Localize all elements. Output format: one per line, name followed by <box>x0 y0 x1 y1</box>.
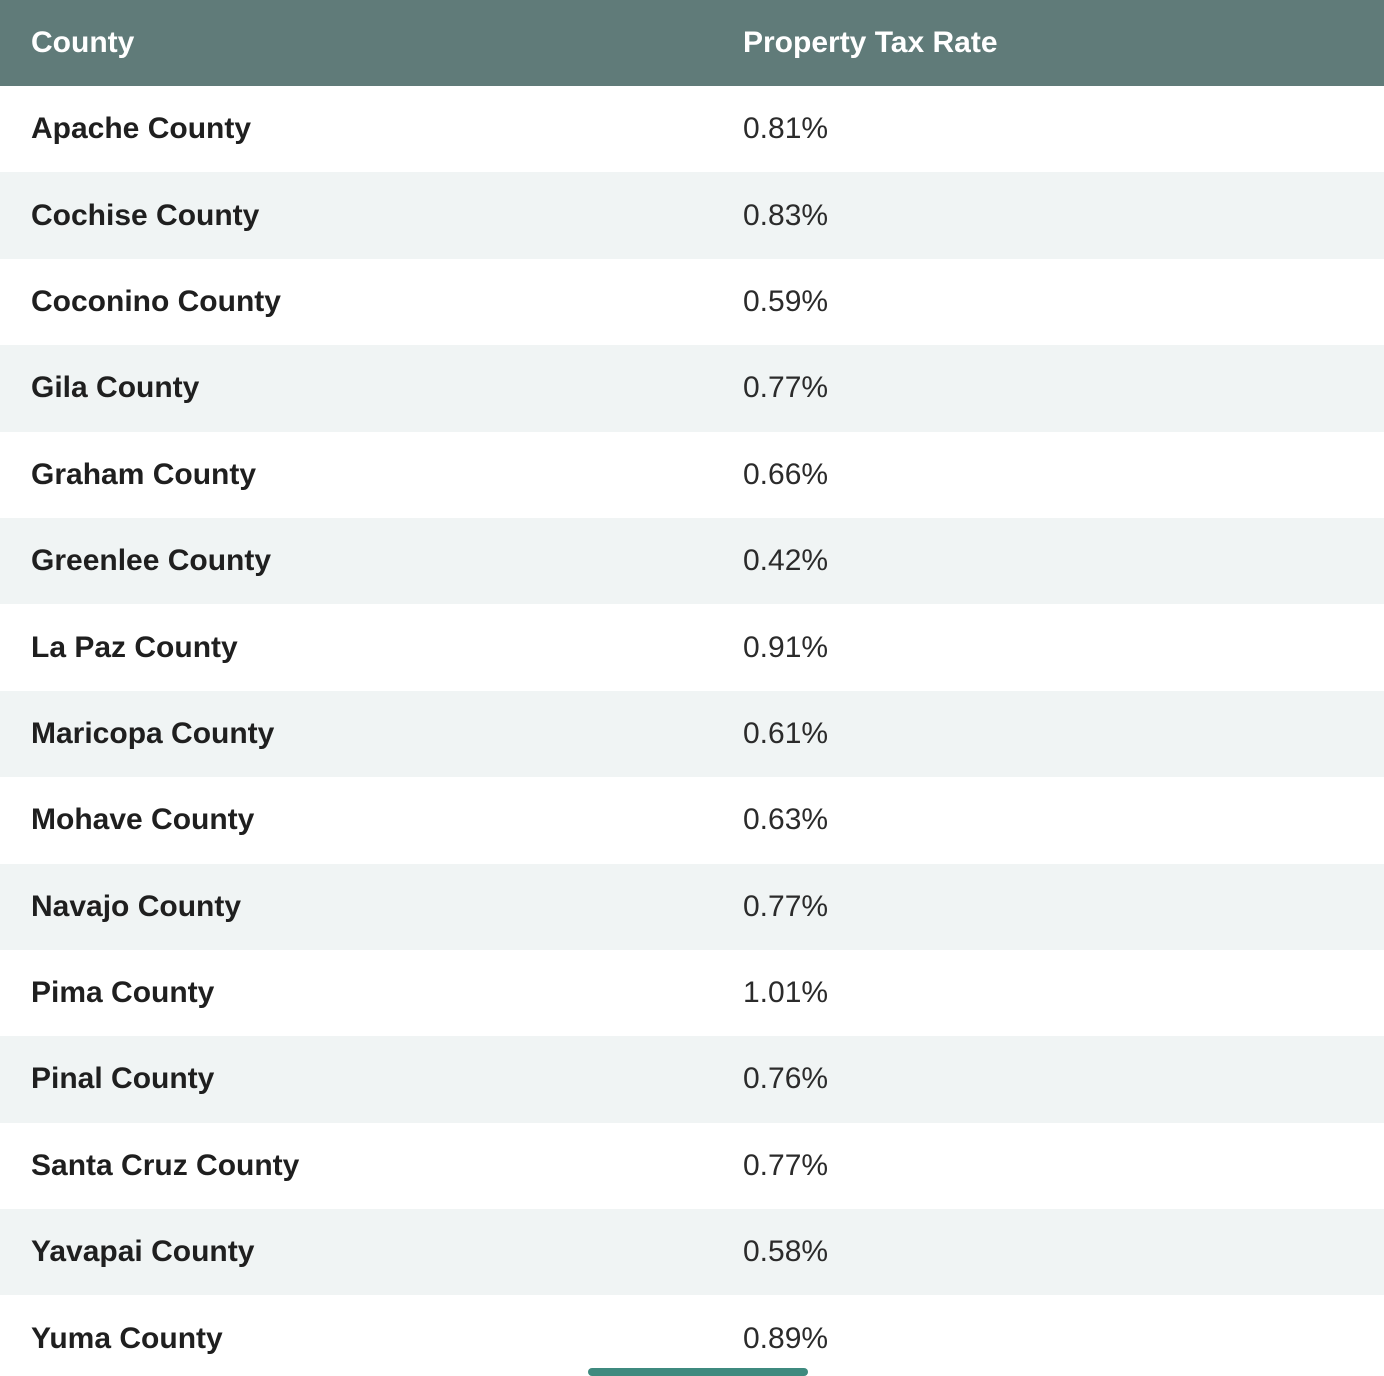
county-cell: Cochise County <box>31 198 260 232</box>
table-header <box>0 0 1384 86</box>
county-cell: Apache County <box>31 112 252 146</box>
table-row <box>0 345 1384 431</box>
rate-cell: 0.77% <box>743 889 829 923</box>
rate-cell: 0.58% <box>743 1235 829 1269</box>
county-cell: Pima County <box>31 976 215 1010</box>
county-cell: Pinal County <box>31 1062 215 1096</box>
table-row <box>0 777 1384 863</box>
table-row <box>0 1123 1384 1209</box>
rate-cell: 1.01% <box>743 976 829 1010</box>
county-cell: Greenlee County <box>31 544 272 578</box>
table-row <box>0 1209 1384 1295</box>
table-row <box>0 691 1384 777</box>
rate-cell: 0.91% <box>743 630 829 664</box>
rate-cell: 0.77% <box>743 371 829 405</box>
scroll-indicator[interactable] <box>588 1368 808 1376</box>
county-cell: Mohave County <box>31 803 255 837</box>
rate-cell: 0.42% <box>743 544 829 578</box>
county-cell: Gila County <box>31 371 200 405</box>
table-row <box>0 86 1384 172</box>
column-header-rate[interactable]: Property Tax Rate <box>743 26 998 59</box>
table-row <box>0 604 1384 690</box>
rate-cell: 0.81% <box>743 112 829 146</box>
table-row <box>0 259 1384 345</box>
table-row <box>0 172 1384 258</box>
county-cell: Yavapai County <box>31 1235 255 1269</box>
rate-cell: 0.59% <box>743 284 829 318</box>
rate-cell: 0.77% <box>743 1148 829 1182</box>
county-cell: Coconino County <box>31 284 281 318</box>
table-row <box>0 518 1384 604</box>
county-cell: La Paz County <box>31 630 238 664</box>
rate-cell: 0.76% <box>743 1062 829 1096</box>
rate-cell: 0.61% <box>743 716 829 750</box>
table-row <box>0 1036 1384 1122</box>
table-row <box>0 1295 1384 1376</box>
table-row <box>0 864 1384 950</box>
county-cell: Santa Cruz County <box>31 1148 300 1182</box>
rate-cell: 0.83% <box>743 198 829 232</box>
rate-cell: 0.66% <box>743 457 829 491</box>
column-header-county[interactable]: County <box>31 26 135 59</box>
rate-cell: 0.63% <box>743 803 829 837</box>
county-cell: Navajo County <box>31 889 242 923</box>
rate-cell: 0.89% <box>743 1321 829 1355</box>
table-row <box>0 950 1384 1036</box>
county-cell: Maricopa County <box>31 716 275 750</box>
county-cell: Graham County <box>31 457 257 491</box>
county-cell: Yuma County <box>31 1321 223 1355</box>
table-row <box>0 432 1384 518</box>
table-body <box>0 86 1384 1376</box>
